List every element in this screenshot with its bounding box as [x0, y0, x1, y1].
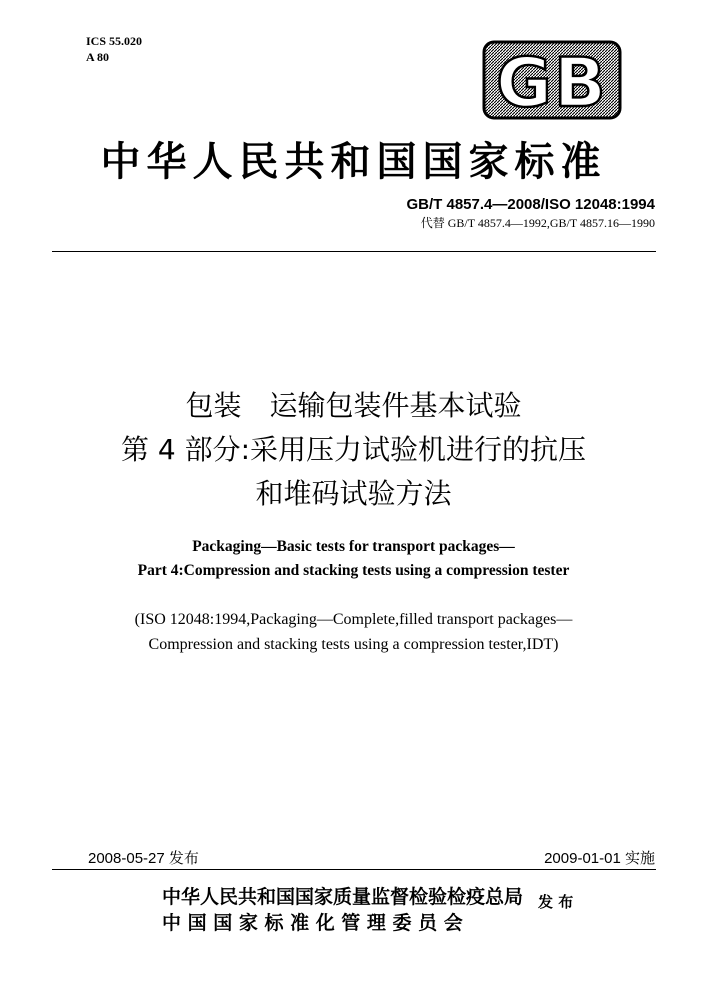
title-zh-line-2: 第 4 部分:采用压力试验机进行的抗压 [120, 433, 587, 466]
standard-number: GB/T 4857.4—2008/ISO 12048:1994 [406, 196, 655, 213]
title-zh-line-1: 包装 运输包装件基本试验 [185, 389, 522, 422]
top-divider [52, 251, 656, 252]
implement-date: 2009-01-01 实施 [544, 850, 655, 867]
reference-line-1: (ISO 12048:1994,Packaging—Complete,filled transport packages— [134, 611, 573, 628]
title-zh-line-3: 和堆码试验方法 [255, 477, 452, 510]
gb-logo [482, 40, 622, 120]
replaces-note: 代替 GB/T 4857.4—1992,GB/T 4857.16—1990 [420, 216, 655, 230]
title-en-line-2: Part 4:Compression and stacking tests using a compression tester [137, 562, 570, 579]
national-standard-title: 中华人民共和国国家标准 [100, 138, 607, 185]
bottom-divider [52, 869, 656, 870]
title-en-line-1: Packaging—Basic tests for transport packages— [192, 538, 515, 555]
issuer-line-1: 中华人民共和国国家质量监督检验检疫总局 [162, 886, 524, 908]
ics-code [86, 33, 142, 65]
issuer-line-2: 中 国 国 家 标 准 化 管 理 委 员 会 [162, 912, 463, 934]
ics-number: ICS 55.020 [86, 34, 143, 48]
reference-line-2: Compression and stacking tests using a compression tester,IDT) [148, 636, 559, 653]
ccs-number: A 80 [86, 50, 110, 64]
svg-text:GB: GB [496, 44, 608, 120]
publish-date: 2008-05-27 发布 [88, 850, 199, 867]
issue-label: 发 布 [538, 893, 574, 911]
